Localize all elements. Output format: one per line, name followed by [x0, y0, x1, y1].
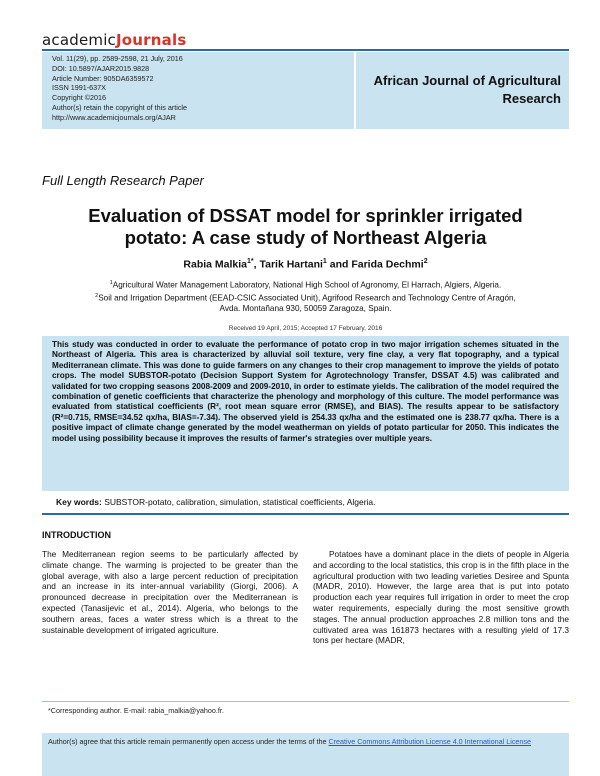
article-meta-box — [42, 52, 354, 129]
author-name: Rabia Malkia — [183, 258, 248, 271]
received-dates: Received 19 April, 2015; Accepted 17 February, 2016 — [228, 325, 383, 332]
footnote-divider — [42, 701, 569, 702]
meta-rights: Author(s) retain the copyright of this article — [52, 102, 188, 112]
meta-url[interactable]: http://www.academicjournals.org/AJAR — [52, 112, 176, 122]
affiliation-2-address: Avda. Montañana 930, 50059 Zaragoza, Spain. — [219, 304, 392, 314]
author-list — [42, 258, 569, 271]
abstract-text: This study was conducted in order to evaluate the performance of potato crop in two major irrigation schemes situated in the Northeast of Algeria. This area is characterized by alluvial soil texture, very fine clay, a very flat topography, and a typical Mediterranean climate. This was done to guide farmers on any changes to their crop management to improve the yields of potato crops. The model SUBSTOR-potato (Decision Support System for Agrotechnology Transfer, DSSAT 4.5) was calibrated and validated for two cropping seasons 2008-2009 and 2009-2010, in order to estimate yields. The calibration of the model required the combination of genetic coefficients that characterize the phenology and morphology of this culture. The model performance was evaluated from statistical coefficients (R², root mean square error (RMSE), and BIAS). The results appear to be satisfactory (R²=0.715, RMSE=34.52 qx/ha, BIAS=-7.34). The observed yield is 254.33 qx/ha and the estimated one is 238.77 qx/ha. There is a positive impact of climate change generated by the model weatherman on yields of potato particular for 2050. This indicates the model using possibility because it improves the results of farmer's strategies over multiple years. — [52, 340, 559, 443]
section-heading-introduction: INTRODUCTION — [42, 530, 111, 540]
license-link[interactable]: Creative Commons Attribution License 4.0 International License — [328, 737, 532, 746]
paper-title — [42, 205, 569, 249]
intro-column-right — [313, 549, 569, 646]
journal-logo — [42, 31, 186, 49]
logo-academic: academic — [42, 31, 117, 49]
license-box — [42, 733, 569, 776]
paper-type: Full Length Research Paper — [42, 173, 204, 188]
keywords — [56, 497, 376, 507]
journal-name-line1: African Journal of Agricultural — [373, 73, 561, 88]
keywords-text: SUBSTOR-potato, calibration, simulation, statistical coefficients, Algeria. — [101, 497, 376, 507]
license-text: Author(s) agree that this article remain permanently open access under the terms of the — [48, 737, 329, 746]
author-affiliation-mark: 1* — [247, 258, 254, 265]
affiliation-2 — [42, 291, 569, 304]
keywords-divider — [42, 513, 569, 515]
intro-paragraph: The Mediterranean region seems to be particularly affected by climate change. The warming is projected to be greater than the global average, with also a large percent reduction of precipitation and an increase in its inter-annual variability (Giorgi, 2006). A pronounced decrease in precipitation over the Mediterranean is expected (Tanasijevic et al., 2014). Algeria, who belongs to the southern areas, faces a water stress which is a threat to the sustainable development of irrigated agriculture. — [42, 549, 298, 635]
author-name: Tarik Hartani — [259, 258, 323, 271]
meta-issn: ISSN 1991-637X — [52, 83, 106, 93]
logo-journals: Journals — [116, 31, 187, 49]
author-separator: and — [326, 258, 352, 271]
affiliation-mark: 1 — [109, 280, 113, 286]
intro-column-left — [42, 549, 298, 635]
header-divider — [42, 49, 569, 51]
meta-volume: Vol. 11(29), pp. 2589-2598, 21 July, 2016 — [52, 54, 183, 63]
corresponding-author: *Corresponding author. E-mail: rabia_malkia@yahoo.fr. — [48, 706, 224, 715]
affiliations — [42, 278, 569, 314]
author-separator: , — [253, 258, 260, 271]
journal-name-line2: Research — [502, 91, 561, 106]
abstract-box — [42, 336, 569, 491]
intro-paragraph: Potatoes have a dominant place in the diets of people in Algeria and according to the local statistics, this crop is in the fifth place in the agricultural production with two leading varieties Desiree and Spunta (MADR, 2010). However, the large area that is put into potato production each year requires full irrigation in order to meet the crop water requirements, especially during the most sensitive growth stages. The annual production approaches 2.8 million tons and the cultivated area was 161873 hectares with a resulting yield of 17.3 tons per hectare (MADR, — [313, 549, 569, 646]
affiliation-mark: 2 — [95, 292, 99, 299]
journal-name-box — [356, 52, 569, 129]
affiliation-1 — [42, 278, 569, 291]
affiliation-text: Soil and Irrigation Department (EEAD-CSIC Associated Unit), Agrifood Research and Technology Centre of Aragón, — [98, 293, 516, 303]
meta-copyright: Copyright ©2016 — [52, 93, 107, 103]
author-affiliation-mark: 1 — [322, 258, 327, 265]
keywords-label: Key words: — [56, 497, 102, 507]
meta-doi: DOI: 10.5897/AJAR2015.9828 — [52, 63, 150, 73]
affiliation-text: Agricultural Water Management Laboratory, National High School of Agronomy, El Harrach, Algiers, Algeria. — [112, 280, 502, 290]
meta-article-number: Article Number: 905DA6359572 — [52, 73, 154, 83]
author-affiliation-mark: 2 — [423, 258, 428, 265]
title-line1: Evaluation of DSSAT model for sprinkler irrigated — [88, 205, 523, 226]
title-line2: potato: A case study of Northeast Algeria — [124, 227, 487, 248]
author-name: Farida Dechmi — [351, 258, 424, 271]
